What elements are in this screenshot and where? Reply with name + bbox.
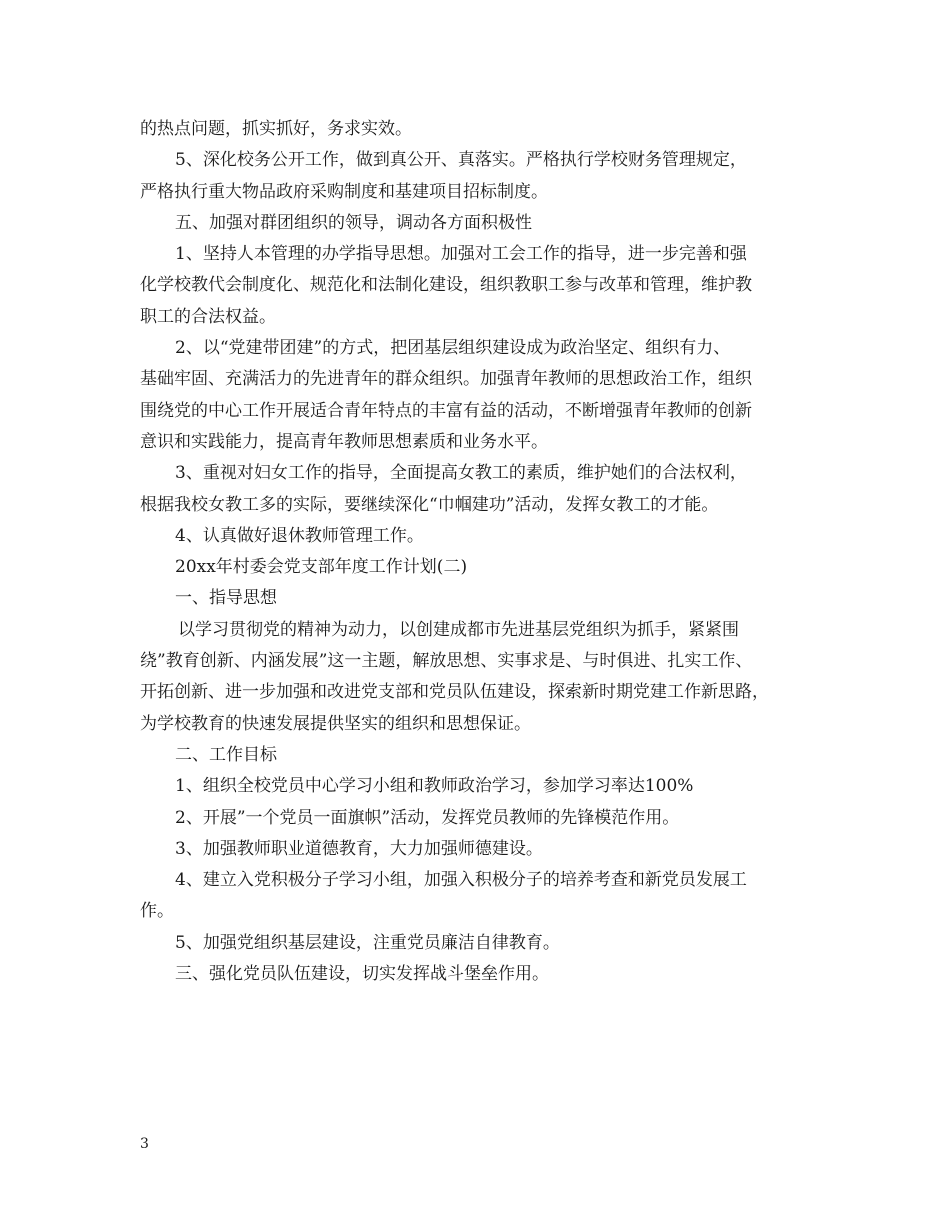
text-line: 5、加强党组织基层建设，注重党员廉洁自律教育。 (175, 932, 560, 953)
section-heading: 五、加强对群团组织的领导，调动各方面积极性 (175, 212, 532, 233)
text-line: 职工的合法权益。 (140, 306, 276, 327)
text-line: 化学校教代会制度化、规范化和法制化建设，组织教职工参与改革和管理，维护教 (140, 275, 752, 296)
section-heading: 二、工作目标 (175, 744, 277, 765)
text-line: 2、以“党建带团建”的方式，把团基层组织建设成为政治坚定、组织有力、 (175, 338, 731, 359)
page-number: 3 (140, 1136, 149, 1152)
text-line: 5、深化校务公开工作，做到真公开、真落实。严格执行学校财务管理规定， (175, 150, 747, 171)
text-line: 为学校教育的快速发展提供坚实的组织和思想保证。 (140, 713, 531, 734)
text-line: 4、认真做好退休教师管理工作。 (175, 525, 424, 546)
text-line: 意识和实践能力，提高青年教师思想素质和业务水平。 (140, 431, 548, 452)
document-body (140, 114, 812, 990)
text-line: 严格执行重大物品政府采购制度和基建项目招标制度。 (140, 181, 548, 202)
text-line: 1、组织全校党员中心学习小组和教师政治学习，参加学习率达100% (175, 776, 694, 797)
text-line: 3、加强教师职业道德教育，大力加强师德建设。 (175, 838, 543, 859)
text-line: 2、开展”一个党员一面旗帜”活动，发挥党员教师的先锋模范作用。 (175, 807, 680, 828)
text-line: 的热点问题，抓实抓好，务求实效。 (140, 119, 412, 139)
document-subtitle: 20xx年村委会党支部年度工作计划(二) (175, 557, 468, 578)
text-line: 3、重视对妇女工作的指导，全面提高女教工的素质，维护她们的合法权利， (175, 463, 747, 484)
section-heading: 一、指导思想 (175, 588, 277, 609)
text-line: 开拓创新、进一步加强和改进党支部和党员队伍建设，探索新时期党建工作新思路， (140, 682, 769, 703)
text-line: 根据我校女教工多的实际，要继续深化“巾帼建功”活动，发挥女教工的才能。 (140, 494, 719, 515)
text-line: 以学习贯彻党的精神为动力，以创建成都市先进基层党组织为抓手，紧紧围 (178, 619, 739, 640)
text-line: 1、坚持人本管理的办学指导思想。加强对工会工作的指导，进一步完善和强 (175, 244, 747, 265)
text-line: 围绕党的中心工作开展适合青年特点的丰富有益的活动，不断增强青年教师的创新 (140, 400, 752, 421)
text-line: 作。 (140, 901, 174, 922)
text-line: 基础牢固、充满活力的先进青年的群众组织。加强青年教师的思想政治工作，组织 (140, 369, 752, 390)
text-line: 4、建立入党积极分子学习小组，加强入积极分子的培养考查和新党员发展工 (175, 870, 747, 891)
text-line: 绕”教育创新、内涵发展”这一主题，解放思想、实事求是、与时俱进、扎实工作、 (140, 651, 753, 672)
section-heading: 三、强化党员队伍建设，切实发挥战斗堡垒作用。 (175, 964, 549, 985)
